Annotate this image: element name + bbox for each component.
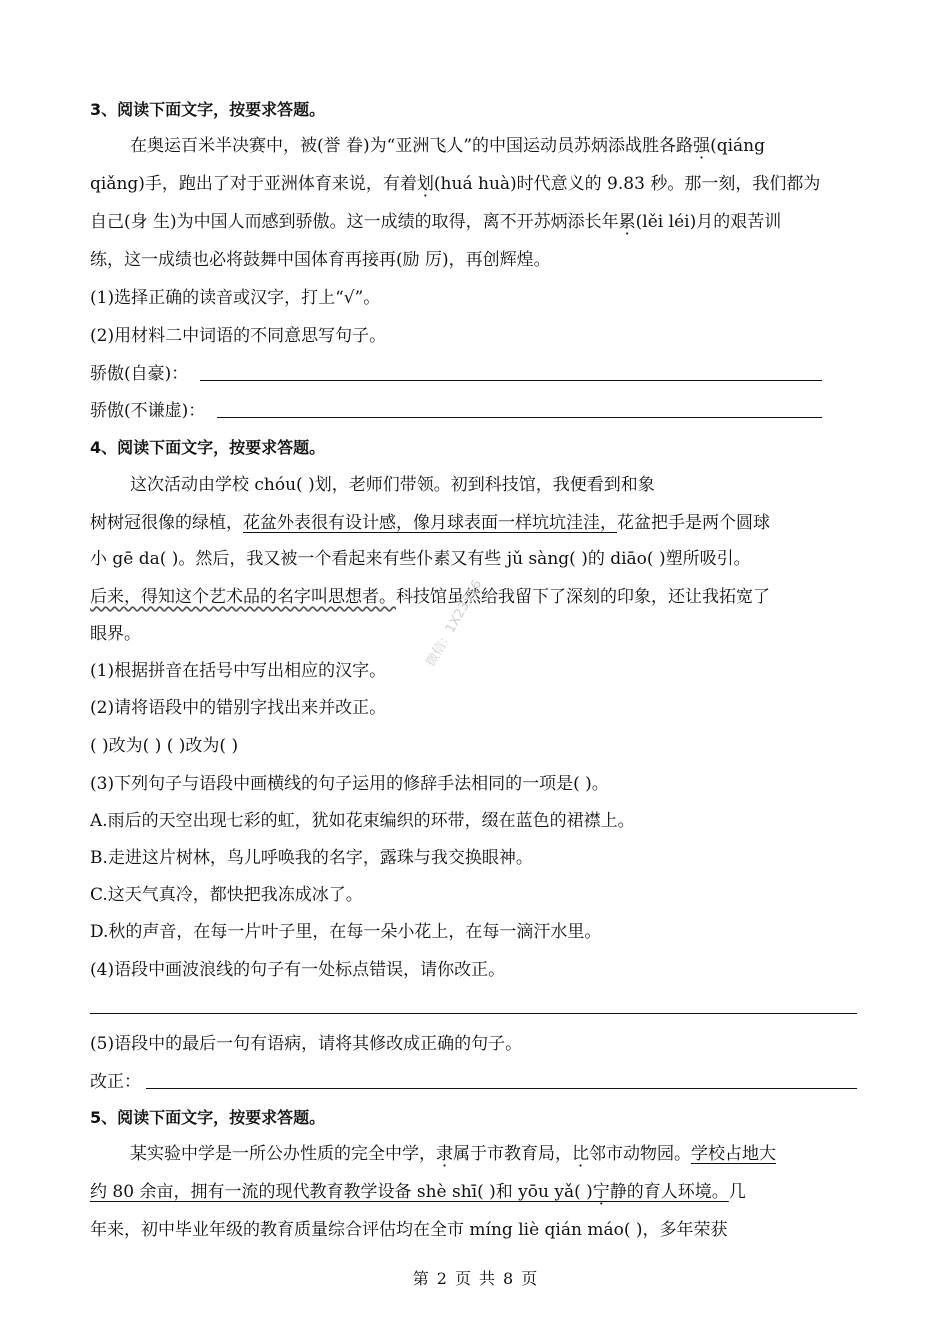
underlined-text: 约 80 余亩，拥有一流的现代教育教学设备 shè shī( )和 yōu yǎ( ): [90, 1182, 593, 1202]
dotted-char: 累: [618, 212, 636, 232]
q3-para-line2: qiǎng)手，跑出了对于亚洲体育来说，有着划(huá huà)时代意义的 9.83 秒。那一刻，我们都为: [90, 174, 821, 194]
dotted-char: 宁: [592, 1182, 610, 1202]
option-b[interactable]: B.走进这片树林，鸟儿呼唤我的名字，露珠与我交换眼神。: [90, 848, 533, 868]
page-total: 8: [503, 1269, 514, 1288]
q5-para-line1: 某实验中学是一所公办性质的完全中学，隶属于市教育局，比邻市动物园。学校占地大: [130, 1144, 776, 1164]
answer-line[interactable]: [146, 1088, 857, 1089]
option-a[interactable]: A.雨后的天空出现七彩的虹，犹如花束编织的环带，缀在蓝色的裙襟上。: [90, 811, 635, 831]
q4-para-line3: 小 gē da( )。然后，我又被一个看起来有些仆素又有些 jǔ sàng( )的 diāo( )塑所吸引。: [90, 549, 751, 569]
option-d[interactable]: D.秋的声音，在每一片叶子里，在每一朵小花上，在每一滴汗水里。: [90, 922, 602, 942]
q4-para-line2: 树树冠很像的绿植，花盆外表很有设计感，像月球表面一样坑坑洼洼，花盆把手是两个圆球: [90, 513, 770, 533]
q3-heading: 3、阅读下面文字，按要求答题。: [90, 100, 326, 119]
q4-sub5: (5)语段中的最后一句有语病，请将其修改成正确的句子。: [90, 1034, 523, 1054]
q3-sub1: (1)选择正确的读音或汉字，打上“√”。: [90, 288, 381, 308]
answer-label-proud: 骄傲(自豪)：: [90, 364, 189, 384]
watermark: 微信：1X23316: [423, 577, 486, 670]
answer-label-arrogant: 骄傲(不谦虚)：: [90, 401, 206, 421]
q4-sub3: (3)下列句子与语段中画横线的句子运用的修辞手法相同的一项是( )。: [90, 774, 609, 794]
q4-sub4: (4)语段中画波浪线的句子有一处标点错误，请你改正。: [90, 960, 506, 980]
dotted-char: 隶: [436, 1144, 453, 1164]
option-c[interactable]: C.这天气真冷，都快把我冻成冰了。: [90, 885, 363, 905]
underlined-sentence: 花盆外表很有设计感，像月球表面一样坑坑洼洼，: [243, 513, 617, 533]
q3-para-line1: 在奥运百米半决赛中，被(誉 眷)为“亚洲飞人”的中国运动员苏炳添战胜各路强(qiáng: [130, 136, 765, 156]
q3-sub2: (2)用材料二中词语的不同意思写句子。: [90, 326, 387, 346]
q4-sub1: (1)根据拼音在括号中写出相应的汉字。: [90, 661, 387, 681]
underlined-text: 静的育人环境。: [609, 1182, 729, 1202]
wavy-sentence: 后来，得知这个艺术品的名字叫思想者。: [90, 587, 396, 607]
q4-sub2: (2)请将语段中的错别字找出来并改正。: [90, 698, 387, 718]
q3-para-line3: 自己(身 生)为中国人而感到骄傲。这一成绩的取得，离不开苏炳添长年累(lěi léi)月的艰苦训: [90, 212, 782, 232]
answer-line[interactable]: [90, 1013, 857, 1014]
q4-para-line1: 这次活动由学校 chóu( )划，老师们带领。初到科技馆，我便看到和象: [130, 475, 655, 495]
answer-line[interactable]: [217, 417, 822, 418]
q4-para-line4: 后来，得知这个艺术品的名字叫思想者。科技馆虽然给我留下了深刻的印象，还让我拓宽了: [90, 587, 770, 607]
dotted-char: 比: [572, 1144, 589, 1164]
fix-label: 改正：: [90, 1072, 141, 1092]
underlined-text: 学校占地大: [691, 1144, 776, 1164]
page-number: 2: [436, 1269, 447, 1288]
q3-para-line4: 练，这一成绩也必将鼓舞中国体育再接再(励 厉)，再创辉煌。: [90, 250, 551, 270]
dotted-char: 划: [416, 174, 434, 194]
q5-para-line3: 年来，初中毕业年级的教育质量综合评估均在全市 míng liè qián máo( )，多年荣获: [90, 1220, 728, 1240]
q4-heading: 4、阅读下面文字，按要求答题。: [90, 438, 326, 457]
dotted-char: 强: [693, 136, 711, 156]
page-footer: 第 2 页 共 8 页: [412, 1269, 538, 1288]
answer-line[interactable]: [200, 380, 822, 381]
q4-sub2-blanks[interactable]: ( )改为( ) ( )改为( ): [90, 736, 239, 756]
q5-heading: 5、阅读下面文字，按要求答题。: [90, 1108, 326, 1127]
q5-para-line2: 约 80 余亩，拥有一流的现代教育教学设备 shè shī( )和 yōu yǎ( )宁静的育人环境。几: [90, 1182, 746, 1202]
q4-para-line5: 眼界。: [90, 624, 141, 644]
